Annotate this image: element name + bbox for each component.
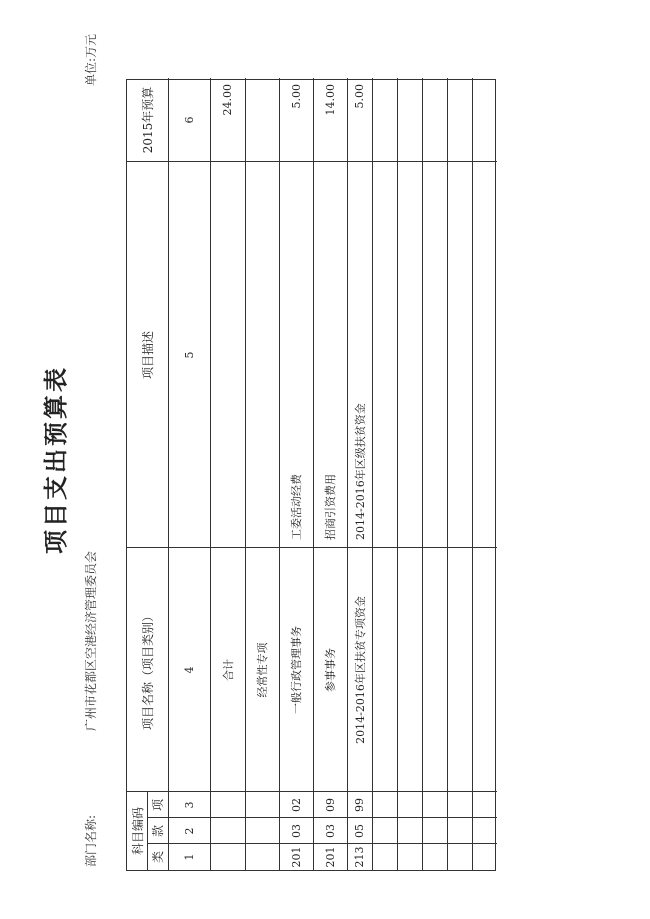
index-cell: 6 [182, 116, 196, 124]
row-budget: 5.00 [353, 84, 366, 109]
row-desc: 2014-2016年区级扶贫资金 [353, 403, 367, 540]
row-budget: 14.00 [323, 84, 337, 116]
row-kuan: 05 [353, 824, 366, 838]
header-subject-code: 科目编码 [130, 807, 145, 856]
row-budget: 5.00 [289, 84, 303, 109]
header-kuan: 款 [151, 825, 165, 838]
row-xiang: 02 [289, 798, 303, 812]
row-desc: 招商引资费用 [324, 474, 337, 540]
department-label: 部门名称: [84, 814, 98, 867]
index-cell: 5 [182, 351, 196, 359]
row-name: 2014-2016年区扶贫专项资金 [353, 596, 367, 744]
row-desc: 工委活动经费 [290, 474, 303, 540]
header-lei: 类 [151, 851, 165, 864]
header-xiang: 项 [151, 799, 165, 812]
row-kuan: 03 [289, 824, 303, 838]
row-lei: 201 [323, 846, 337, 868]
row-kuan: 03 [323, 824, 337, 838]
row-lei: 213 [353, 846, 366, 868]
header-budget: 2015年预算 [141, 86, 155, 154]
department-name: 广州市花都区空港经济管理委员会 [84, 550, 98, 731]
header-project-desc: 项目描述 [141, 331, 155, 380]
row-name: 一般行政管理事务 [290, 626, 303, 714]
row-xiang: 99 [353, 798, 366, 812]
index-cell: 2 [182, 827, 196, 835]
row-budget: 24.00 [221, 84, 234, 116]
page-title: 项目支出预算表 [42, 365, 70, 554]
row-name: 合计 [221, 659, 235, 681]
index-cell: 3 [182, 801, 196, 809]
header-project-name: 项目名称（项目类别） [141, 610, 155, 731]
row-lei: 201 [289, 846, 303, 868]
row-name: 经常性专项 [256, 642, 269, 698]
row-xiang: 09 [323, 798, 337, 812]
row-name: 参事事务 [324, 648, 337, 692]
index-cell: 4 [182, 666, 196, 674]
index-cell: 1 [182, 853, 196, 861]
unit-label: 单位:万元 [84, 34, 98, 87]
budget-table [126, 79, 496, 871]
